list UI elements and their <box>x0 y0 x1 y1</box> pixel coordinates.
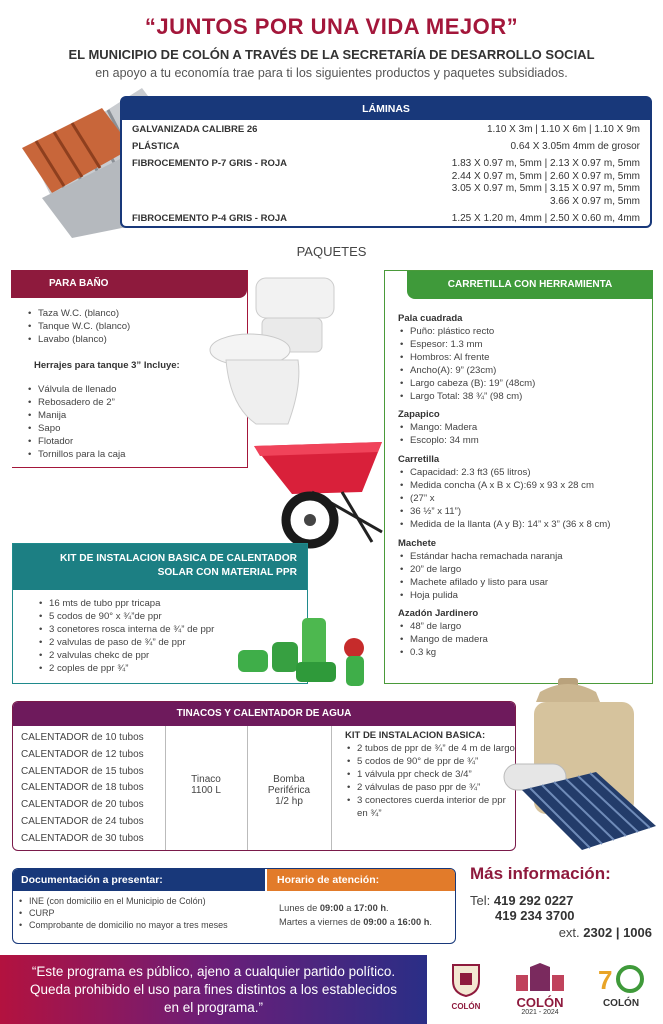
list-item: • Puño: plástico recto <box>398 326 648 339</box>
horario-text: Lunes de <box>279 903 320 913</box>
list-item: • 2 válvulas de paso ppr de ¾” <box>345 782 515 795</box>
ext-label: ext. <box>558 925 580 940</box>
list-item: • Machete afilado y listo para usar <box>398 577 648 590</box>
calentador-item: CALENTADOR de 10 tubos <box>21 732 144 743</box>
logo-text: COLÓN <box>451 1002 481 1011</box>
list-item: • 2 tubos de ppr de ¾” de 4 m de largo <box>345 743 515 756</box>
bomba-label: Bomba <box>273 774 305 785</box>
disclaimer-line: Queda prohibido el uso para fines distintos a los establecidos <box>30 982 397 997</box>
list-item: • Tanque W.C. (blanco) <box>26 321 130 334</box>
logo-text: COLÓN <box>602 998 640 1009</box>
list-item: • 3 conectores cuerda interior de ppr en ¾” <box>345 795 515 821</box>
list-item: • 20” de largo <box>398 564 648 577</box>
bomba-cell <box>247 774 331 807</box>
herrajes-title: Herrajes para tanque 3” Incluye: <box>34 360 180 371</box>
list-item: • 16 mts de tubo ppr tricapa <box>37 598 214 611</box>
horario-line-lunes: Lunes de 09:00 a 17:00 h. <box>279 903 389 913</box>
lamina-values <box>452 158 640 209</box>
mas-informacion-title: Más información: <box>470 864 611 883</box>
horario-line-martes: Martes a viernes de 09:00 a 16:00 h. <box>279 917 432 927</box>
bomba-power: 1/2 hp <box>275 796 303 807</box>
documentacion-header: Documentación a presentar: <box>13 869 265 891</box>
list-item: • 2 valvulas de paso de ¾” de ppr <box>37 637 214 650</box>
horario-header: Horario de atención: <box>267 869 456 891</box>
laminas-table <box>120 96 652 228</box>
list-item: • CURP <box>17 907 228 919</box>
list-item: • Hoja pulida <box>398 590 648 603</box>
kit-solar-title-line2: SOLAR CON MATERIAL PPR <box>157 567 297 578</box>
list-item: • Ancho(A): 9” (23cm) <box>398 365 648 378</box>
lamina-values: 0.64 X 3.05m 4mm de grosor <box>510 141 640 152</box>
tinaco-cell <box>165 774 247 796</box>
calentadores-list <box>21 730 144 848</box>
tool-name: Zapapico <box>398 409 440 421</box>
list-item: • 5 codos de 90° de ppr de ¾” <box>345 756 515 769</box>
list-item: • Taza W.C. (blanco) <box>26 308 130 321</box>
kit-basica <box>345 730 515 820</box>
carretilla-box <box>384 270 653 684</box>
disclaimer-line: en el programa.” <box>163 1000 264 1015</box>
tinaco-label: Tinaco <box>191 774 221 785</box>
water-tank-solar-heater-image <box>500 672 660 862</box>
list-item: • Medida concha (A x B x C):69 x 93 x 28 cm <box>398 480 648 493</box>
list-item: • Tornillos para la caja <box>26 449 125 462</box>
calentador-item: CALENTADOR de 24 tubos <box>21 815 144 827</box>
tool-name: Carretilla <box>398 454 440 466</box>
tool-name: Azadón Jardinero <box>398 608 479 620</box>
extension-numbers: 2302 | 1006 <box>583 925 652 940</box>
list-item: • Manija <box>26 410 125 423</box>
svg-text:7: 7 <box>598 965 613 993</box>
divider <box>331 726 332 850</box>
lamina-value-line: 1.83 X 0.97 m, 5mm | 2.13 X 0.97 m, 5mm <box>451 158 640 169</box>
list-item: • Capacidad: 2.3 ft3 (65 litros) <box>398 467 648 480</box>
disclaimer-footer <box>0 955 427 1024</box>
horario-text: a <box>343 903 354 913</box>
subtitle: EL MUNICIPIO DE COLÓN A TRAVÉS DE LA SECRETARÍA DE DESARROLLO SOCIAL <box>68 47 595 62</box>
list-item: • 0.3 kg <box>398 647 648 660</box>
lamina-name: GALVANIZADA CALIBRE 26 <box>132 124 258 135</box>
calentador-item: CALENTADOR de 20 tubos <box>21 799 144 811</box>
ppr-fittings-image <box>232 612 376 692</box>
kit-basica-title: KIT DE INSTALACION BASICA: <box>345 730 486 741</box>
logo-years: 2021 - 2024 <box>521 1009 559 1016</box>
logo-text: COLÓN <box>516 995 564 1010</box>
lamina-value-line: 3.66 X 0.97 m, 5mm <box>549 196 640 208</box>
list-item: • 48” de largo <box>398 621 648 634</box>
list-item: • 5 codos de 90° x ¾”de ppr <box>37 611 214 624</box>
bomba-type: Periférica <box>267 785 311 796</box>
calentador-item: CALENTADOR de 18 tubos <box>21 782 144 794</box>
contact-phones <box>470 893 652 940</box>
phone-number[interactable]: 419 234 3700 <box>495 908 575 923</box>
lamina-name: FIBROCEMENTO P-7 GRIS - ROJA <box>132 158 288 169</box>
calentador-item: CALENTADOR de 12 tubos <box>21 748 144 760</box>
lamina-value-line: 2.44 X 0.97 m, 5mm | 2.60 X 0.97 m, 5mm <box>451 170 640 182</box>
horario-time: 17:00 h <box>353 903 387 913</box>
lamina-values: 1.25 X 1.20 m, 4mm | 2.50 X 0.60 m, 4mm <box>451 213 640 224</box>
colon-administracion-logo <box>500 963 580 1017</box>
municipio-shield-logo <box>444 963 488 1015</box>
tinacos-table <box>12 701 516 851</box>
lamina-name: FIBROCEMENTO P-4 GRIS - ROJA <box>132 213 288 224</box>
lamina-values: 1.10 X 3m | 1.10 X 6m | 1.10 X 9m <box>486 124 640 135</box>
horario-time: 09:00 <box>363 917 388 927</box>
lamina-name: PLÁSTICA <box>132 141 180 152</box>
tool-name: Machete <box>398 537 437 549</box>
list-item: • Rebosadero de 2” <box>26 397 125 410</box>
list-item: • Válvula de llenado <box>26 384 125 397</box>
list-item: • Hombros: Al frente <box>398 352 648 365</box>
documentacion-box <box>12 868 456 944</box>
disclaimer-line: “Este programa es público, ajeno a cualquier partido político. <box>31 964 396 979</box>
tel-label: Tel: <box>470 893 491 908</box>
list-item: • Medida de la llanta (A y B): 14” x 3” (36 x 8 cm) <box>398 519 648 532</box>
list-item: • Sapo <box>26 423 125 436</box>
calentador-item: CALENTADOR de 30 tubos <box>21 832 144 844</box>
kit-solar-header <box>13 544 307 590</box>
extension-line <box>470 925 652 940</box>
anniversary-badge-icon <box>596 963 646 993</box>
list-item: • Flotador <box>26 436 125 449</box>
list-item: • 2 coples de ppr ¾” <box>37 663 214 676</box>
list-item: • Comprobante de domicilio no mayor a tres meses <box>17 919 228 931</box>
laminas-header: LÁMINAS <box>122 98 650 120</box>
tagline: en apoyo a tu economía trae para ti los siguientes productos y paquetes subsidiados. <box>95 66 568 80</box>
shield-icon <box>451 963 481 997</box>
list-item: • 1 válvula ppr check de 3/4” <box>345 769 515 782</box>
tinaco-capacity: 1100 L <box>191 785 221 796</box>
calentador-item: CALENTADOR de 15 tubos <box>21 765 144 777</box>
bano-header: PARA BAÑO <box>11 270 247 298</box>
horario-text: Martes a viernes de <box>279 917 364 927</box>
horario-hours <box>279 901 432 929</box>
phone-line-1 <box>470 893 652 908</box>
tinacos-header: TINACOS Y CALENTADOR DE AGUA <box>13 702 515 726</box>
list-item: • INE (con domicilio en el Municipio de Colón) <box>17 895 228 907</box>
toilet-image <box>206 276 336 428</box>
list-item: • Lavabo (blanco) <box>26 334 130 347</box>
list-item: • Escoplo: 34 mm <box>398 435 648 448</box>
list-item: • 3 conetores rosca interna de ¾” de ppr <box>37 624 214 637</box>
horario-time: 09:00 <box>319 903 344 913</box>
phone-number[interactable]: 419 292 0227 <box>493 893 574 908</box>
aniversario-logo <box>588 963 654 1017</box>
logos-area <box>430 955 663 1024</box>
lamina-value-line: 3.05 X 0.97 m, 5mm | 3.15 X 0.97 m, 5mm <box>451 183 640 195</box>
list-item: • Espesor: 1.3 mm <box>398 339 648 352</box>
horario-time: 16:00 h <box>397 917 430 927</box>
horario-text: a <box>387 917 398 927</box>
kit-solar-title-line1: KIT DE INSTALACION BASICA DE CALENTADOR <box>60 553 297 564</box>
list-item: • 36 ½” x 11”) <box>398 506 648 519</box>
phone-line-2 <box>470 908 652 923</box>
list-item: • 2 valvulas chekc de ppr <box>37 650 214 663</box>
tool-name: Pala cuadrada <box>398 313 463 324</box>
list-item: • Mango de madera <box>398 634 648 647</box>
wheelbarrow-image <box>252 432 384 552</box>
main-title: “JUNTOS POR UNA VIDA MEJOR” <box>144 14 519 39</box>
list-item: • Largo cabeza (B): 19” (48cm) <box>398 378 648 391</box>
list-item: • Estándar hacha remachada naranja <box>398 551 648 564</box>
church-icon <box>510 963 570 991</box>
paquetes-heading: PAQUETES <box>296 244 367 259</box>
list-item: • (27” x <box>398 493 648 506</box>
carretilla-header: CARRETILLA CON HERRAMIENTA <box>407 271 653 299</box>
list-item: • Mango: Madera <box>398 422 648 435</box>
list-item: • Largo Total: 38 ¾” (98 cm) <box>398 391 648 404</box>
